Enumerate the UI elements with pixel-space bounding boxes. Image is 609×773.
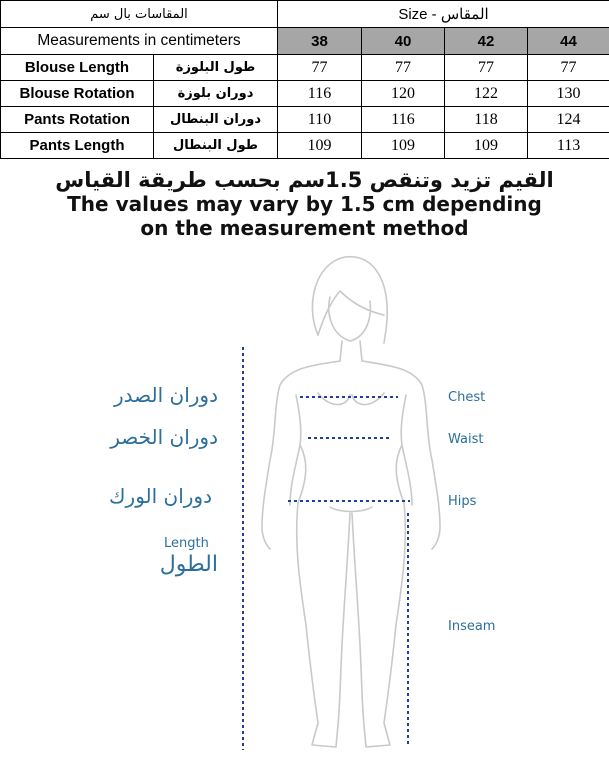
table-row [1, 55, 609, 81]
size-44: 44 [528, 28, 609, 55]
cell-value: 116 [362, 107, 445, 133]
size-42: 42 [445, 28, 528, 55]
variance-note-en [0, 192, 609, 240]
cell-value: 77 [528, 55, 609, 81]
table-row [1, 107, 609, 133]
table-row [1, 81, 609, 107]
cell-value: 122 [445, 81, 528, 107]
row-label-en: Blouse Rotation [1, 81, 154, 107]
hips-label-en: Hips [448, 494, 477, 509]
variance-note-en-line2: on the measurement method [140, 216, 469, 240]
length-label-ar: الطول [159, 552, 218, 577]
cell-value: 77 [362, 55, 445, 81]
cell-value: 109 [362, 133, 445, 159]
cell-value: 113 [528, 133, 609, 159]
row-label-en: Pants Rotation [1, 107, 154, 133]
chest-label-en: Chest [448, 390, 486, 405]
cell-value: 118 [445, 107, 528, 133]
cell-value: 109 [278, 133, 362, 159]
measurements-caption: Measurements in centimeters [1, 28, 278, 55]
cell-value: 109 [445, 133, 528, 159]
row-label-ar: دوران البنطال [154, 107, 278, 133]
hips-label-ar: دوران الورك [109, 484, 212, 508]
header-measurements-ar: المقاسات بال سم [1, 1, 278, 28]
cell-value: 120 [362, 81, 445, 107]
inseam-label-en: Inseam [448, 619, 496, 634]
waist-label-en: Waist [448, 432, 484, 447]
variance-note-ar: القيم تزيد وتنقص 1.5سم بحسب طريقة القياس [55, 168, 554, 192]
table-row [1, 133, 609, 159]
header-size: Size - المقاس [278, 1, 609, 28]
measurement-guides [243, 347, 410, 750]
variance-note-en-line1: The values may vary by 1.5 cm depending [67, 192, 542, 216]
length-label-en: Length [164, 536, 209, 551]
cell-value: 77 [445, 55, 528, 81]
size-38: 38 [278, 28, 362, 55]
row-label-ar: دوران بلوزة [154, 81, 278, 107]
waist-label-ar: دوران الخصر [110, 425, 218, 449]
size-40: 40 [362, 28, 445, 55]
cell-value: 77 [278, 55, 362, 81]
cell-value: 116 [278, 81, 362, 107]
size-chart-table [0, 0, 609, 159]
row-label-ar: طول البلوزة [154, 55, 278, 81]
cell-value: 124 [528, 107, 609, 133]
row-label-ar: طول البنطال [154, 133, 278, 159]
row-label-en: Blouse Length [1, 55, 154, 81]
cell-value: 110 [278, 107, 362, 133]
row-label-en: Pants Length [1, 133, 154, 159]
body-figure-illustration [0, 245, 609, 773]
chest-label-ar: دوران الصدر [114, 383, 218, 407]
cell-value: 130 [528, 81, 609, 107]
